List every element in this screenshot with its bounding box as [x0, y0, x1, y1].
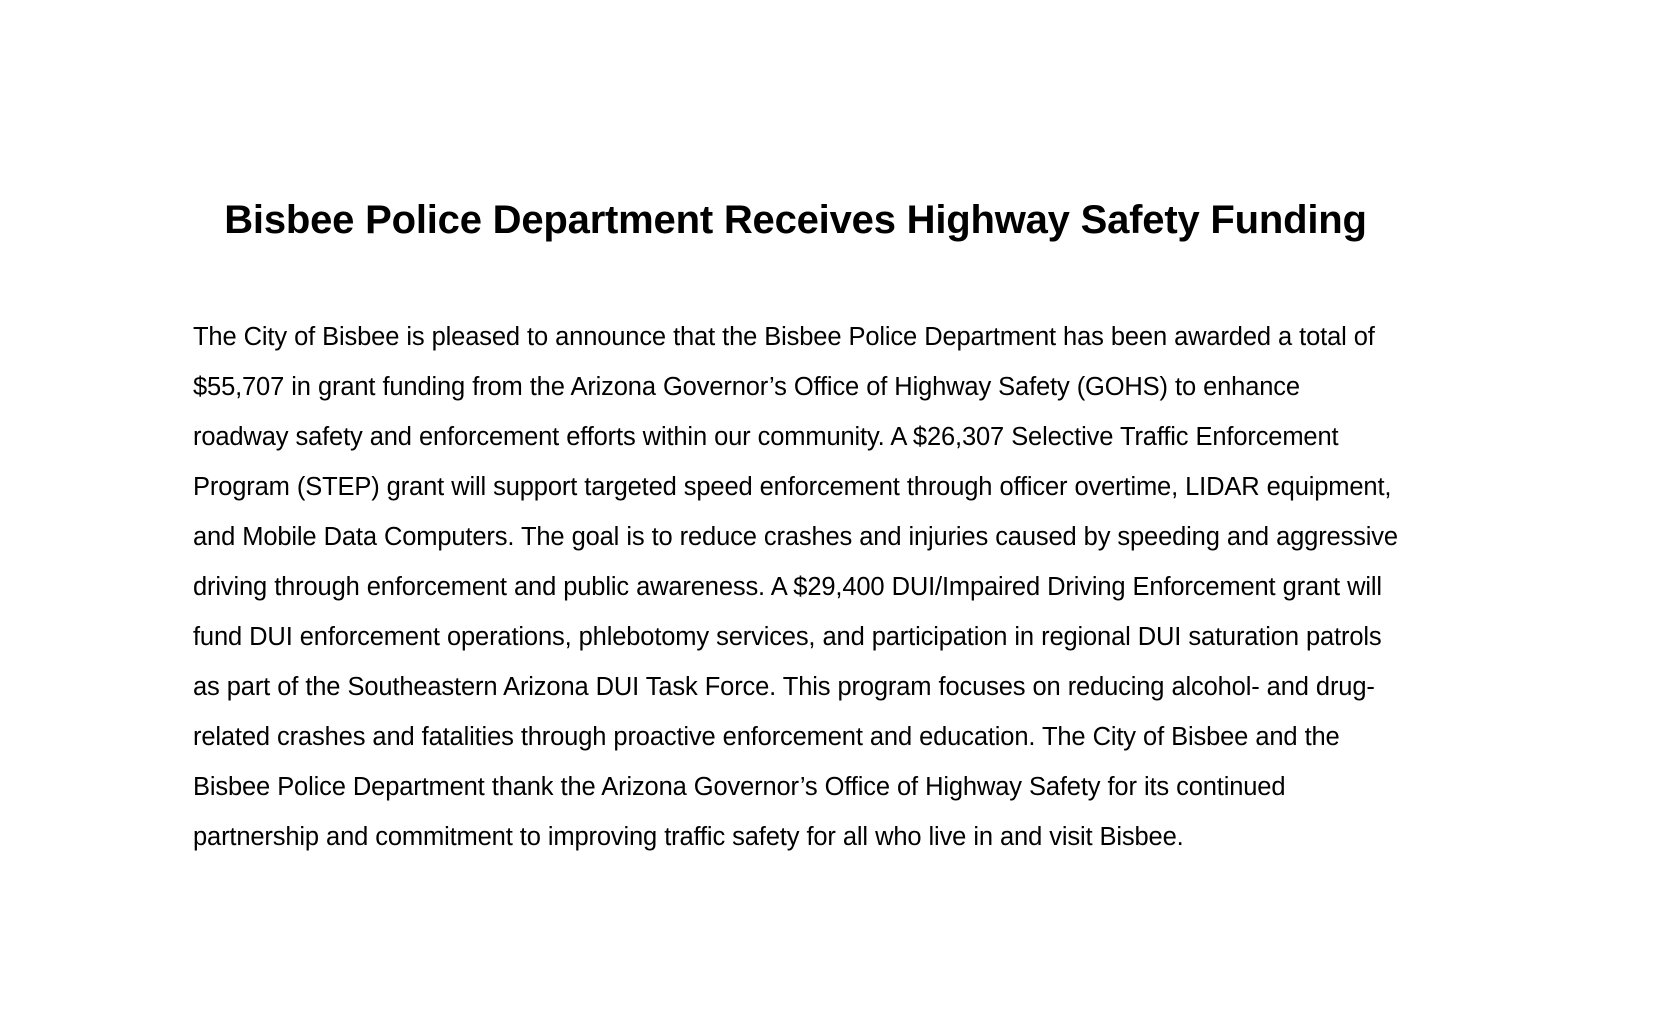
document-content-area: [193, 0, 1398, 862]
body-paragraph: The City of Bisbee is pleased to announce that the Bisbee Police Department has been awarded a total of $55,707 in grant funding from the Arizona Governor’s Office of Highway Safety (GOHS) to enhance roadway safety and enforcement efforts within our community. A $26,307 Selective Traffic Enforcement Program (STEP) grant will support targeted speed enforcement through officer overtime, LIDAR equipment, and Mobile Data Computers. The goal is to reduce crashes and injuries caused by speeding and aggressive driving through enforcement and public awareness. A $29,400 DUI/Impaired Driving Enforcement grant will fund DUI enforcement operations, phlebotomy services, and participation in regional DUI saturation patrols as part of the Southeastern Arizona DUI Task Force. This program focuses on reducing alcohol- and drug-related crashes and fatalities through proactive enforcement and education. The City of Bisbee and the Bisbee Police Department thank the Arizona Governor’s Office of Highway Safety for its continued partnership and commitment to improving traffic safety for all who live in and visit Bisbee.: [193, 323, 1398, 851]
document-body: [193, 312, 1398, 862]
page-title: Bisbee Police Department Receives Highway Safety Funding: [224, 198, 1367, 242]
